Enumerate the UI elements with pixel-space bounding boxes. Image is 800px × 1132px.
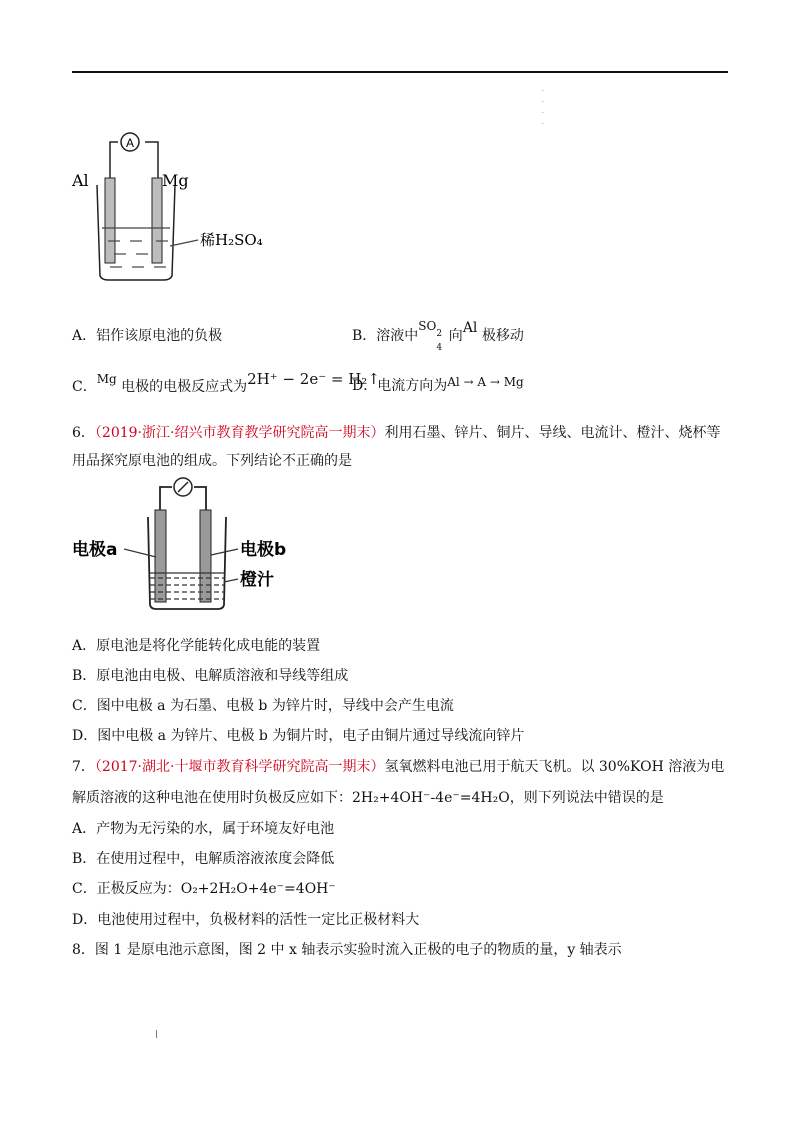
- q6-stem-line2: 用品探究原电池的组成。下列结论不正确的是: [72, 453, 352, 469]
- q6-stem-line1: [72, 424, 720, 442]
- q5-sulfate-subscript: 4: [436, 343, 443, 353]
- q7-option-b: B．在使用过程中，电解质溶液浓度会降低: [72, 851, 335, 867]
- ammeter-label: A: [125, 136, 135, 150]
- fig2-electrode-b-label: 电极b: [240, 540, 287, 560]
- q5-option-c-mid: 电极的电极反应式为: [116, 379, 248, 395]
- q6-number: 6．: [72, 425, 95, 441]
- electrode-a: [155, 510, 166, 602]
- fig2-electrode-a-label: 电极a: [72, 540, 118, 560]
- q6-option-b: B．原电池由电极、电解质溶液和导线等组成: [72, 668, 349, 684]
- fig1-mg-label: Mg: [162, 171, 189, 190]
- q5-half-reaction: 2H⁺ − 2e⁻ = H₂↑: [247, 370, 380, 388]
- al-electrode: [105, 178, 115, 263]
- q5-option-d-prefix: D．电流方向为: [352, 378, 448, 394]
- q5-option-c: [72, 370, 380, 396]
- q5-current-direction: Al → A → Mg: [447, 375, 524, 389]
- q6-stem-text1: 利用石墨、锌片、铜片、导线、电流计、橙汁、烧杯等: [384, 425, 721, 441]
- q5-option-b-mid: 向: [444, 328, 463, 344]
- fig1-cell-diagram: [70, 128, 290, 288]
- q7-option-a: A．产物为无污染的水，属于环境友好电池: [72, 821, 335, 837]
- q7-number: 7．: [72, 759, 95, 775]
- fig2-solution-label: 橙汁: [240, 570, 274, 590]
- q6-source: （2019·浙江·绍兴市教育教学研究院高一期末）: [94, 425, 385, 441]
- margin-dots: · · · ·: [542, 88, 544, 128]
- fig1-solution-label: 稀H₂SO₄: [200, 231, 263, 249]
- q6-option-d: D．图中电极 a 为锌片、电极 b 为铜片时，电子由铜片通过导线流向锌片: [72, 728, 525, 744]
- page-mark: [156, 1030, 157, 1038]
- q5-sulfate-charge: 2: [436, 329, 443, 339]
- q5-option-d: [352, 377, 524, 395]
- fig2-cell-diagram: [72, 477, 312, 617]
- q7-stem-text1: 氢氧燃料电池已用于航天飞机。以 30%KOH 溶液为电: [384, 759, 725, 775]
- q5-mg-symbol: Mg: [96, 372, 117, 386]
- q5-sulfate-ion: SO: [418, 319, 437, 333]
- q7-stem-line2: 解质溶液的这种电池在使用时负极反应如下：2H₂+4OH⁻-4e⁻=4H₂O，则下列说法中错误的是: [72, 790, 664, 806]
- q6-option-c: C．图中电极 a 为石墨、电极 b 为锌片时，导线中会产生电流: [72, 698, 454, 714]
- electrode-b: [200, 510, 211, 602]
- q5-option-b: [352, 319, 524, 353]
- q7-stem-line1: [72, 758, 724, 776]
- q7-source: （2017·湖北·十堰市教育科学研究院高一期末）: [94, 759, 385, 775]
- q7-option-c: C．正极反应为：O₂+2H₂O+4e⁻=4OH⁻: [72, 881, 336, 897]
- q8-stem: 8．图 1 是原电池示意图，图 2 中 x 轴表示实验时流入正极的电子的物质的量，y 轴表示: [72, 942, 622, 958]
- q5-al-symbol: Al: [462, 320, 478, 336]
- fig1-al-label: Al: [72, 171, 89, 190]
- q5-option-b-prefix: B．溶液中: [352, 328, 419, 344]
- q5-option-a: A．铝作该原电池的负极: [72, 328, 223, 344]
- header-rule: [72, 71, 728, 73]
- q6-option-a: A．原电池是将化学能转化成电能的装置: [72, 638, 321, 654]
- q5-option-c-prefix: C．: [72, 379, 97, 395]
- mg-electrode: [152, 178, 162, 263]
- q7-option-d: D．电池使用过程中，负极材料的活性一定比正极材料大: [72, 912, 420, 928]
- q5-option-b-suffix: 极移动: [477, 328, 524, 344]
